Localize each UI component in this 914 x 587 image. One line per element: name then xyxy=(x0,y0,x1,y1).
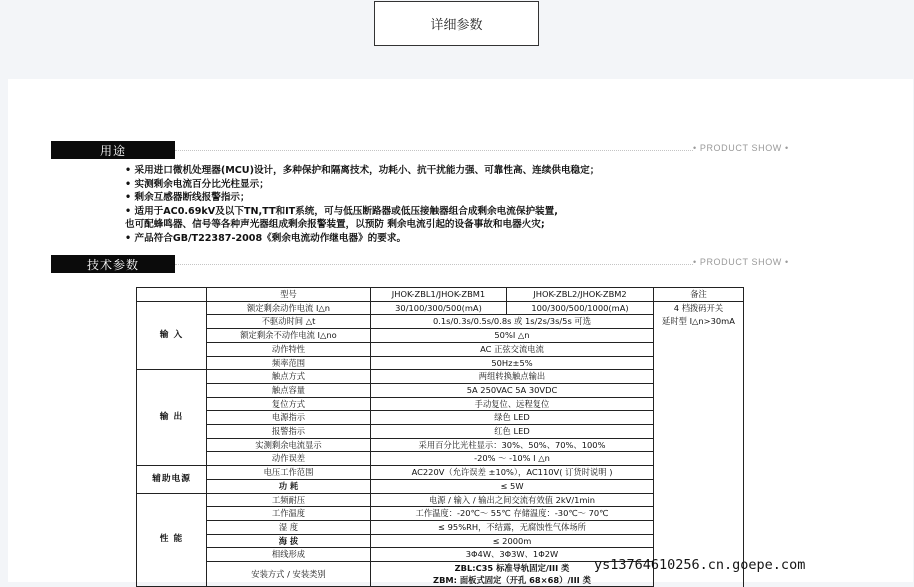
table-row xyxy=(137,479,744,493)
value-cell: 采用百分比光柱显示：30%、50%、70%、100% xyxy=(371,438,654,452)
param-cell: 报警指示 xyxy=(207,425,371,439)
value-cell: 电源 / 输入 / 输出之间交流有效值 2kV/1min xyxy=(371,493,654,507)
table-row xyxy=(137,520,744,534)
value-cell: 手动复位、远程复位 xyxy=(371,397,654,411)
param-cell: 实测剩余电流显示 xyxy=(207,438,371,452)
param-cell: 海 拔 xyxy=(207,534,371,548)
table-row xyxy=(137,466,744,480)
usage-item: • 适用于AC0.69kV及以下TN,TT和IT系统，可与低压断路器或低压接触器组合成剩余电流保护装置, xyxy=(125,205,558,217)
table-row xyxy=(137,315,744,329)
table-row xyxy=(137,301,744,315)
product-show-label: • PRODUCT SHOW • xyxy=(693,143,789,153)
value-cell: 5A 250VAC 5A 30VDC xyxy=(371,383,654,397)
value-cell: 50%I △n xyxy=(371,329,654,343)
spec-table xyxy=(136,287,744,587)
value-cell: 30/100/300/500(mA) xyxy=(371,301,507,315)
param-cell: 额定剩余不动作电流 I△no xyxy=(207,329,371,343)
value-cell: 两组转换触点输出 xyxy=(371,370,654,384)
table-row xyxy=(137,411,744,425)
header-col2: JHOK-ZBL2/JHOK-ZBM2 xyxy=(507,288,654,302)
site-watermark: ys13764610256.cn.goepe.com xyxy=(594,557,806,573)
section-title-usage: 用途 xyxy=(51,141,175,159)
usage-item: 也可配蜂鸣器、信号等各种声光器组成剩余报警装置，以预防 剩余电流引起的设备事故和电器火灾; xyxy=(125,219,545,231)
section-title-tech: 技术参数 xyxy=(51,255,175,273)
install-line-zbm: ZBM: 面板式固定（开孔 68×68）/III 类 xyxy=(433,575,591,586)
usage-item: • 产品符合GB/T22387-2008《剩余电流动作继电器》的要求。 xyxy=(125,232,407,244)
table-row xyxy=(137,356,744,370)
tab-detail-params[interactable]: 详细参数 xyxy=(374,1,539,46)
section-divider xyxy=(175,264,693,265)
product-show-label: • PRODUCT SHOW • xyxy=(693,257,789,267)
table-row xyxy=(137,425,744,439)
table-row xyxy=(137,493,744,507)
table-row xyxy=(137,452,744,466)
usage-item: • 实测剩余电流百分比光柱显示； xyxy=(125,178,269,190)
section-divider xyxy=(175,150,693,151)
table-row xyxy=(137,370,744,384)
header-note: 备注 xyxy=(654,288,744,302)
param-cell: 复位方式 xyxy=(207,397,371,411)
param-cell: 动作误差 xyxy=(207,452,371,466)
param-cell: 相线形成 xyxy=(207,548,371,562)
usage-list xyxy=(125,164,705,246)
value-cell: -20% ～ -10% I △n xyxy=(371,452,654,466)
param-cell: 额定剩余动作电流 I△n xyxy=(207,301,371,315)
param-cell: 频率范围 xyxy=(207,356,371,370)
param-cell: 触点容量 xyxy=(207,383,371,397)
value-cell: ≤ 2000m xyxy=(371,534,654,548)
param-cell: 湿 度 xyxy=(207,520,371,534)
section-header-usage xyxy=(51,141,805,159)
value-cell: 50Hz±5% xyxy=(371,356,654,370)
group-label-aux-power: 辅助电源 xyxy=(137,466,207,493)
param-cell: 不驱动时间 △t xyxy=(207,315,371,329)
param-cell: 动作特性 xyxy=(207,342,371,356)
table-row xyxy=(137,329,744,343)
value-cell: ≤ 95%RH，不结露，无腐蚀性气体场所 xyxy=(371,520,654,534)
table-row xyxy=(137,507,744,521)
table-row xyxy=(137,342,744,356)
usage-item: • 采用进口微机处理器(MCU)设计，多种保护和隔离技术，功耗小、抗干扰能力强、可靠性高、连续供电稳定； xyxy=(125,165,600,176)
note-cell: 4 档拨码开关 xyxy=(654,301,744,315)
table-row xyxy=(137,397,744,411)
section-header-tech xyxy=(51,255,805,273)
param-cell: 安装方式 / 安装类别 xyxy=(207,562,371,587)
value-cell: ≤ 5W xyxy=(371,479,654,493)
note-cell-empty xyxy=(654,329,744,587)
note-cell: 延时型 I△n>30mA xyxy=(654,315,744,329)
table-header-row xyxy=(137,288,744,302)
value-cell: 工作温度：-20℃～ 55℃ 存储温度：-30℃～ 70℃ xyxy=(371,507,654,521)
value-cell: 3Φ4W、3Φ3W、1Φ2W xyxy=(371,548,654,562)
table-row xyxy=(137,438,744,452)
group-label-input: 输 入 xyxy=(137,301,207,370)
table-corner-cell xyxy=(137,288,207,302)
param-cell: 触点方式 xyxy=(207,370,371,384)
value-cell: 红色 LED xyxy=(371,425,654,439)
table-row xyxy=(137,534,744,548)
param-cell: 工作温度 xyxy=(207,507,371,521)
group-label-output: 输 出 xyxy=(137,370,207,466)
value-cell: 绿色 LED xyxy=(371,411,654,425)
header-model: 型号 xyxy=(207,288,371,302)
value-cell: AC 正弦交流电流 xyxy=(371,342,654,356)
param-cell: 功 耗 xyxy=(207,479,371,493)
param-cell: 工频耐压 xyxy=(207,493,371,507)
param-cell: 电压工作范围 xyxy=(207,466,371,480)
value-cell: 0.1s/0.3s/0.5s/0.8s 或 1s/2s/3s/5s 可选 xyxy=(371,315,654,329)
param-cell: 电源指示 xyxy=(207,411,371,425)
value-cell: 100/300/500/1000(mA) xyxy=(507,301,654,315)
table-row xyxy=(137,383,744,397)
group-label-performance: 性 能 xyxy=(137,493,207,587)
value-cell: AC220V（允许误差 ±10%），AC110V( 订货时说明 ) xyxy=(371,466,654,480)
header-col1: JHOK-ZBL1/JHOK-ZBM1 xyxy=(371,288,507,302)
install-line-zbl: ZBL:C35 标准导轨固定/III 类 xyxy=(454,563,570,574)
usage-item: • 剩余互感器断线报警指示； xyxy=(125,192,250,204)
